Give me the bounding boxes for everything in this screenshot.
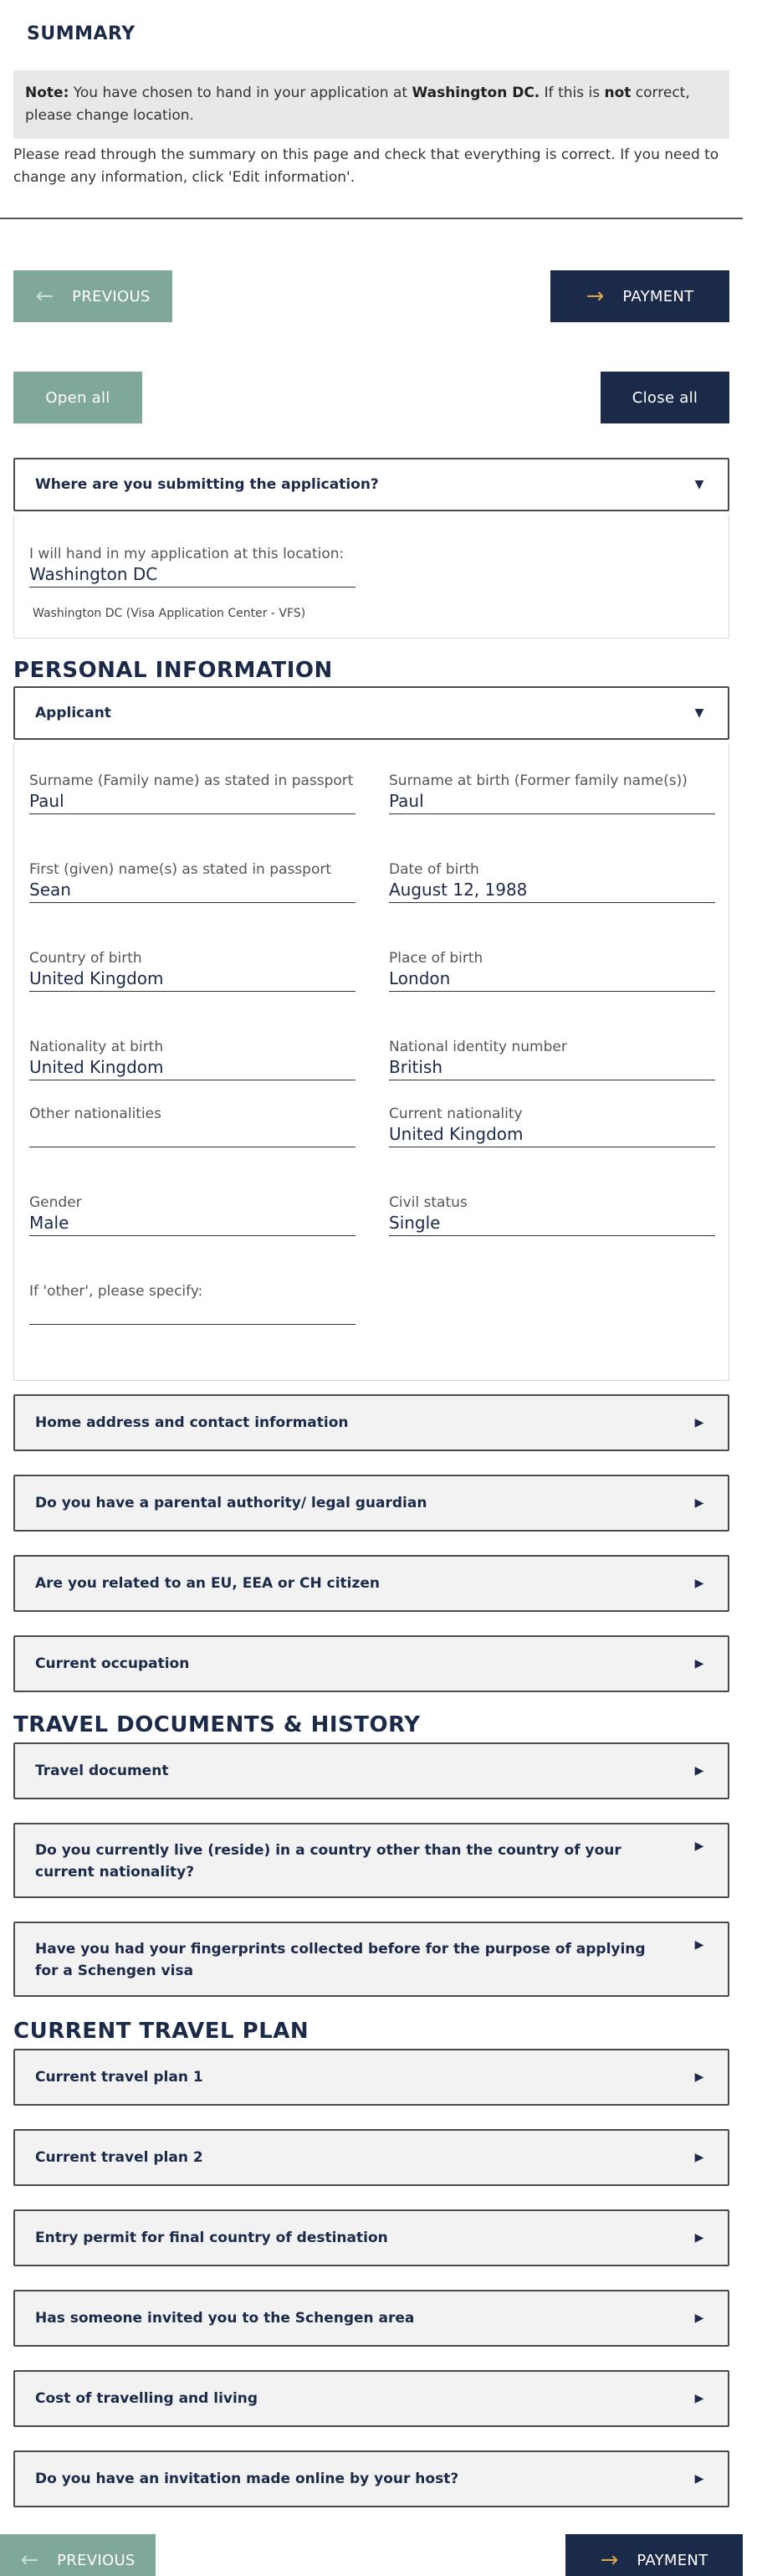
accordion-online-invitation[interactable] (13, 2450, 729, 2507)
current-nationality-field (389, 1105, 715, 1147)
close-all-label: Close all (632, 388, 698, 407)
field-value (29, 1123, 355, 1145)
note-prefix: Note: (25, 85, 69, 101)
accordion-eu-relation[interactable] (13, 1555, 729, 1612)
field-label: Nationality at birth (29, 1039, 164, 1055)
accordion-travel-plan-2[interactable] (13, 2129, 729, 2186)
open-all-label: Open all (45, 388, 110, 407)
other-specify-field (29, 1282, 355, 1325)
arrow-left-icon: ← (20, 2548, 39, 2573)
payment-button-label: PAYMENT (637, 2551, 708, 2569)
field-value: British (389, 1057, 442, 1077)
note-text-2: If this is (540, 85, 605, 101)
nationality-at-birth-field (29, 1038, 355, 1080)
national-identity-number-field (389, 1038, 715, 1080)
field-label: Surname at birth (Former family name(s)) (389, 772, 688, 789)
section-travel-documents: TRAVEL DOCUMENTS & HISTORY (13, 1712, 421, 1737)
arrow-right-icon: → (600, 2548, 619, 2573)
accordion-label: Entry permit for final country of destination (35, 2230, 388, 2246)
caret-right-icon: ▶ (694, 1764, 704, 1778)
note-text-1: You have chosen to hand in your application at (69, 85, 412, 101)
accordion-entry-permit[interactable] (13, 2209, 729, 2266)
field-value: United Kingdom (389, 1124, 524, 1144)
first-name-field (29, 860, 355, 903)
caret-right-icon: ▶ (694, 1657, 704, 1670)
other-nationalities-field (29, 1105, 355, 1147)
field-label: Current nationality (389, 1106, 523, 1122)
field-value: Sean (29, 880, 71, 900)
field-label: Other nationalities (29, 1106, 161, 1122)
accordion-label: Current travel plan 2 (35, 2149, 203, 2166)
field-label: I will hand in my application at this location: (29, 546, 345, 562)
field-value: Washington DC (29, 564, 158, 584)
section-current-travel-plan: CURRENT TRAVEL PLAN (13, 2019, 309, 2044)
previous-button[interactable] (13, 270, 172, 322)
location-note (13, 70, 729, 139)
accordion-label: Do you have an invitation made online by your host? (35, 2471, 459, 2487)
field-label: Surname (Family name) as stated in passport (29, 772, 354, 789)
accordion-label: Are you related to an EU, EEA or CH citizen (35, 1575, 381, 1592)
note-text-3: correct, please change location. (25, 85, 690, 124)
field-label: Gender (29, 1194, 82, 1211)
accordion-label: Has someone invited you to the Schengen area (35, 2310, 415, 2327)
accordion-invitation-schengen[interactable] (13, 2290, 729, 2347)
note-not: not (604, 85, 632, 101)
accordion-label: Current travel plan 1 (35, 2069, 203, 2086)
previous-button-label: PREVIOUS (57, 2551, 136, 2569)
submission-panel (13, 515, 729, 639)
accordion-cost-of-travel[interactable] (13, 2370, 729, 2427)
caret-right-icon: ▶ (694, 1577, 704, 1590)
caret-right-icon: ▶ (694, 2472, 704, 2486)
field-label: Country of birth (29, 950, 142, 967)
accordion-home-address[interactable] (13, 1394, 729, 1451)
accordion-travel-plan-1[interactable] (13, 2049, 729, 2106)
field-value: August 12, 1988 (389, 880, 528, 900)
accordion-label: Do you have a parental authority/ legal guardian (35, 1495, 427, 1511)
field-label: National identity number (389, 1039, 567, 1055)
accordion-parental-authority[interactable] (13, 1475, 729, 1532)
payment-button-label: PAYMENT (622, 287, 694, 305)
intro-text: Please read through the summary on this page and check that everything is correct. If you need to change any information, click 'Edit information'. (13, 146, 719, 186)
applicant-panel (13, 743, 729, 1381)
gender-field (29, 1193, 355, 1236)
caret-right-icon: ▶ (694, 2231, 704, 2245)
field-underline (389, 991, 715, 992)
accordion-label: Travel document (35, 1763, 169, 1779)
date-of-birth-field (389, 860, 715, 903)
location-detail: Washington DC (Visa Application Center - VFS) (33, 607, 306, 620)
surname-field (29, 772, 355, 814)
field-label: Civil status (389, 1194, 468, 1211)
accordion-label: Do you currently live (reside) in a country other than the country of your current nationality? (35, 1842, 621, 1881)
accordion-current-occupation[interactable] (13, 1635, 729, 1692)
section-personal-information: PERSONAL INFORMATION (13, 658, 333, 683)
submission-location-field (29, 545, 355, 588)
field-value: London (389, 968, 451, 988)
caret-right-icon: ▶ (694, 2071, 704, 2084)
note-location: Washington DC. (412, 85, 540, 101)
caret-right-icon: ▶ (694, 2151, 704, 2164)
accordion-label: Have you had your fingerprints collected before for the purpose of applying for a Schengen visa (35, 1941, 646, 1979)
field-value (29, 1301, 355, 1322)
field-underline (29, 813, 355, 814)
field-underline (29, 1235, 355, 1236)
field-underline (389, 1235, 715, 1236)
open-all-button[interactable] (13, 372, 142, 423)
accordion-residence[interactable] (13, 1823, 729, 1898)
accordion-label: Home address and contact information (35, 1414, 349, 1431)
caret-down-icon: ▼ (694, 478, 704, 491)
field-underline (389, 813, 715, 814)
surname-at-birth-field (389, 772, 715, 814)
arrow-right-icon: → (586, 284, 605, 309)
accordion-submission-location[interactable] (13, 458, 729, 511)
caret-right-icon: ▶ (694, 1840, 704, 1853)
field-value: Paul (389, 791, 424, 811)
accordion-label: Cost of travelling and living (35, 2390, 258, 2407)
field-underline (29, 587, 355, 588)
field-underline (29, 1324, 355, 1325)
previous-button-label: PREVIOUS (72, 287, 151, 305)
caret-right-icon: ▶ (694, 1416, 704, 1429)
field-label: Date of birth (389, 861, 479, 878)
caret-right-icon: ▶ (694, 1496, 704, 1510)
field-value: Single (389, 1213, 441, 1233)
field-underline (29, 902, 355, 903)
civil-status-field (389, 1193, 715, 1236)
field-value: Male (29, 1213, 69, 1233)
field-value: United Kingdom (29, 968, 164, 988)
previous-button-bottom[interactable] (0, 2534, 156, 2576)
page-title: SUMMARY (27, 23, 136, 44)
field-underline (29, 991, 355, 992)
arrow-left-icon: ← (35, 284, 54, 309)
accordion-fingerprints[interactable] (13, 1922, 729, 1997)
close-all-button[interactable] (601, 372, 729, 423)
field-label: First (given) name(s) as stated in passport (29, 861, 332, 878)
field-label: If 'other', please specify: (29, 1283, 203, 1300)
place-of-birth-field (389, 949, 715, 992)
caret-right-icon: ▶ (694, 1938, 704, 1952)
accordion-applicant[interactable] (13, 686, 729, 740)
accordion-travel-document[interactable] (13, 1742, 729, 1799)
country-of-birth-field (29, 949, 355, 992)
accordion-label: Current occupation (35, 1655, 190, 1672)
payment-button[interactable] (550, 270, 729, 322)
field-value: United Kingdom (29, 1057, 164, 1077)
caret-down-icon: ▼ (694, 706, 704, 720)
accordion-label: Where are you submitting the application? (35, 476, 379, 493)
accordion-label: Applicant (35, 705, 111, 721)
divider (0, 218, 743, 219)
caret-right-icon: ▶ (694, 2392, 704, 2405)
payment-button-bottom[interactable] (565, 2534, 743, 2576)
field-underline (389, 902, 715, 903)
caret-right-icon: ▶ (694, 2312, 704, 2325)
field-value: Paul (29, 791, 64, 811)
field-label: Place of birth (389, 950, 483, 967)
